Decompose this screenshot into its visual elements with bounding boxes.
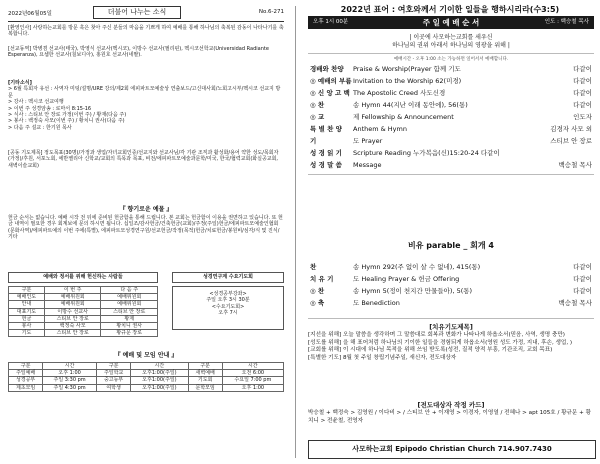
offering-section	[8, 204, 284, 241]
table-row	[9, 377, 284, 384]
order-leader: 스티브 안 장로	[550, 137, 592, 145]
table-header: 구분	[97, 363, 131, 370]
order-label: ◎ 찬	[310, 287, 325, 295]
healing-prayer-list	[308, 332, 594, 362]
order-label: 특 별 찬 양	[310, 125, 342, 133]
divider	[8, 21, 284, 22]
welcome-text: [환영인사] 사랑하는교회를 방문 혹은 찾아 주신 분들의 마음을 기쁘게 하여 예배를 통해 하나님의 축복된 감동이 나타나기를 축복합니다.	[8, 25, 284, 38]
table-cell: 황규문 장로	[101, 330, 158, 337]
table-cell: 제초모임	[9, 384, 43, 391]
order-item	[308, 160, 594, 170]
order-content: 송 Hymn 5(정이 천지간 만물들아), 5(통)	[353, 287, 473, 295]
worship-order-header	[308, 16, 594, 29]
order-content: 제 Fellowship & Announcement	[353, 113, 454, 121]
order-item	[308, 100, 594, 110]
schedule-table	[8, 362, 284, 392]
table-cell: 봉사	[9, 323, 45, 330]
yearly-motto: 2022년 표어 : 여호와께서 기이한 일들을 행하시리라(수3:5)	[340, 5, 560, 14]
table-header: 구분	[9, 363, 43, 370]
worship-order-title: 주 일 예 배 순 서	[422, 18, 480, 27]
order-content: Scripture Reading 누가복음(신)15:20-24 다같이	[353, 149, 500, 157]
order-label: ◎ 축	[310, 299, 325, 307]
news-header: [기타소식]	[8, 80, 32, 86]
order-leader: 김경자 사모 외	[550, 125, 592, 133]
order-content: Anthem & Hymn	[353, 125, 407, 133]
worship-note: 예배시간 - 오후 1:00 소는 가능하면 일어서서 예배합니다.	[393, 57, 509, 62]
bible-line: <성경공부강좌>	[209, 291, 247, 297]
table-header: 다 음 주	[101, 287, 158, 294]
order-leader: 다같이	[573, 263, 592, 271]
church-footer: 사모하는교회 Epipodo Christian Church 714.907.7430	[308, 440, 596, 459]
order-content: Invitation to the Worship 62(미경)	[353, 77, 462, 85]
offering-title: 『 향기로운 예물 』	[119, 206, 173, 213]
common-prayer-text: [공동 기도제목] 정도목표(30명)/가정과 생업/자녀교회인증/선교지와 선교사님/각 기관 조직과 활성화/용어 약한 성도/목회자(가정)/후원, 서포노회, 에반젤리아 신학교/교회의 특목과 목표, 비전/에피파트모예술과문학/미국, 한국/협력교회(화실공교회, 새벽이슬교회)	[8, 150, 279, 169]
table-cell: 중고등부	[97, 377, 131, 384]
table-header: 구분	[188, 363, 222, 370]
news-line: > 6월 특회자 유선 : 사역자 미팅/설명/URE 강의/제2회 에피파트모예술상 연출보드/고신대사회/노회고시부/멕시코 선교지 방문	[8, 86, 281, 99]
table-row	[9, 308, 158, 315]
table-row	[9, 301, 158, 308]
roles-box	[8, 272, 158, 337]
prayer-item: [교회를 위해] 이 시대에 하나님 목적을 위해 쓰임 받도록(성전, 질적 양적 부흥, 기관조직, 교회 목표)	[308, 347, 553, 353]
table-cell: 황치니 권사	[101, 323, 158, 330]
issue-number: No.6-271	[258, 9, 284, 15]
order-content: Message	[353, 161, 382, 169]
mission-section	[8, 46, 284, 59]
order-label: 성 경 말 씀	[310, 161, 342, 169]
prayer-item: [지선을 위해] 오늘 말씀을 생각하며 그 말씀대로 회복과 변화가 나타나게 하옵소서(믿음, 사역, 생명 충만)	[308, 332, 565, 338]
order-item	[308, 148, 594, 158]
table-cell: 예배인도	[9, 294, 45, 301]
table-cell: 이방수 선교사	[44, 308, 101, 315]
news-line: > 다음 주 설교 : 한기원 목사	[8, 124, 72, 131]
schedule-title: 『 예배 및 모임 안내 』	[114, 352, 178, 359]
table-cell: 기도회	[188, 377, 222, 384]
order-content: 도 Healing Prayer & 헌금 Offering	[353, 275, 460, 283]
news-line: > 봉사 : 백정숙 사모(이번 주) / 황치니 권사(다음 주)	[8, 118, 125, 125]
order-label: 찬	[310, 263, 317, 271]
welcome-section	[8, 25, 284, 38]
table-cell: 대표기도	[9, 308, 45, 315]
order-label: ◎ 예배의 부름	[310, 77, 352, 85]
table-cell: 황제	[101, 315, 158, 322]
table-cell: 예배위원회	[101, 294, 158, 301]
divider	[308, 53, 594, 54]
news-title: 더불어 나누는 소식	[93, 6, 181, 19]
order-leader: 다같이	[573, 89, 592, 97]
table-row	[9, 315, 158, 322]
table-header: 시간	[131, 363, 188, 370]
table-cell: 새벽예배	[188, 370, 222, 377]
table-cell: 오전 6:00	[222, 370, 283, 377]
bible-study-content	[172, 286, 284, 330]
divider	[308, 318, 594, 319]
order-content: 도 Prayer	[353, 137, 383, 145]
table-cell: 수요일 7:00 pm	[222, 377, 283, 384]
table-cell: 예배위원회	[101, 301, 158, 308]
order-item	[308, 64, 594, 74]
order-content: Praise & Worship(Prayer 함께 기도	[353, 65, 461, 73]
table-cell: 예배위원회	[44, 301, 101, 308]
table-cell: 오후1:00(주일)	[131, 384, 188, 391]
evangelism-text: 박승철 + 백정숙 > 김영원 / 이다비 > / 스티브 안 + 이재영 > 이경자, 이영열 / 전혜나 > apt 105호 / 황규문 + 황치니 > 전윤철, 전영자	[308, 410, 591, 424]
order-content: 송 Hymn 292(주 없이 살 수 없네), 415(통)	[353, 263, 481, 271]
church-vision	[308, 34, 594, 50]
order-content: The Apostolic Creed 사도신경	[353, 89, 446, 97]
order-leader: 다같이	[573, 287, 592, 295]
table-cell: 백정숙 사모	[44, 323, 101, 330]
bulletin-date: 2022년06월05일	[8, 11, 52, 17]
vision-line: | 이곳에 사모하는교회를 세우신	[409, 34, 493, 41]
order-content: 송 Hymn 44(지난 이래 동안에), 56(통)	[353, 101, 468, 109]
table-cell: 주일예배	[9, 370, 43, 377]
table-cell: 문학모임	[188, 384, 222, 391]
healing-prayer-title: [치유기도제목]	[429, 323, 473, 331]
right-page	[300, 0, 600, 464]
table-cell: 주일 4:30 pm	[43, 384, 97, 391]
order-item	[308, 274, 594, 284]
worship-leader: 인도 : 백승철 목사	[544, 19, 589, 25]
order-leader: 다같이	[573, 101, 592, 109]
order-label: 경배와 찬양	[310, 65, 344, 73]
order-leader: 다같이	[573, 65, 592, 73]
table-cell: 성경공부	[9, 377, 43, 384]
table-header-row	[9, 287, 158, 294]
order-label: 성 경 읽 기	[310, 149, 342, 157]
order-item	[308, 136, 594, 146]
order-leader: 인도자	[573, 113, 592, 121]
order-leader: 다같이	[573, 77, 592, 85]
news-section	[8, 80, 284, 131]
prayer-item: [특별한 기도] 8월 첫 주일 창립기념주일, 새신자, 전도대상자	[308, 354, 457, 361]
table-header-row	[9, 363, 284, 370]
table-cell: 주일학교	[97, 370, 131, 377]
divider	[308, 174, 594, 175]
roles-table	[8, 286, 158, 337]
worship-time: 오후 1시 00분	[313, 19, 349, 25]
page-divider	[295, 6, 296, 458]
table-cell: 스티브 안 장로	[44, 315, 101, 322]
prayer-item: [성도를 위해] 을 해 표어처럼 하나님의 기이한 일들을 경험되게 하옵소서(영원 성도 가정, 지내, 후손, 생업, )	[308, 339, 573, 346]
table-header: 이 번 주	[44, 287, 101, 294]
order-item	[308, 298, 594, 308]
table-cell: 여학생	[97, 384, 131, 391]
table-cell: 스티브 안 장로	[101, 308, 158, 315]
bible-line: 오후 7시	[218, 310, 238, 317]
evangelism-title: [전도대상자 작정 카드]	[417, 401, 485, 409]
bible-study-box	[172, 272, 284, 330]
table-row	[9, 370, 284, 377]
order-item	[308, 112, 594, 122]
order-label: ◎ 신 앙 고 백	[310, 89, 350, 97]
order-leader: 다같이	[573, 275, 592, 283]
common-prayer-section	[8, 150, 284, 169]
news-line: > 식사 : 스티브 안 장로 가정(이번 주) / 황재(다음 주)	[8, 112, 127, 119]
table-cell: 주일 3:30 pm	[43, 377, 97, 384]
order-leader: 백승철 목사	[558, 161, 592, 169]
newsletter-header	[8, 6, 284, 19]
bible-line: <수요기도회>	[211, 303, 245, 310]
table-row	[9, 384, 284, 391]
table-cell: 헌금	[9, 315, 45, 322]
order-item	[308, 262, 594, 272]
table-row	[9, 330, 158, 337]
table-row	[9, 323, 158, 330]
news-line: > 이번 주 성경암송 : 로마서 8:15-16	[8, 105, 92, 112]
table-cell: 오후 1:00	[43, 370, 97, 377]
order-label: ◎ 교	[310, 113, 325, 121]
table-cell: 안내	[9, 301, 45, 308]
table-cell: 오후1:00(주일)	[131, 377, 188, 384]
table-cell: 오후 1:00	[222, 384, 283, 391]
order-item	[308, 76, 594, 86]
vision-line: 하나님의 권위 아래서 하나님의 영광을 위해 |	[392, 42, 510, 49]
table-header: 시간	[222, 363, 283, 370]
offering-text: 헌금 순서는 없습니다. 예배 시작 전 뒤에 준비된 헌금함을 통해 드립니다. 본 교회는 헌금함이 이용을 권면하고 있습니다. 또 헌금 내역이 필요한 경우 회계보에 문의 하시면 됩니다. 십일조/감사헌금/건축헌금(교회)/주정(주일)헌금/에피파트모예술인협회(문화사역)/에피파트예의 이번 주에(특별), 에피파트모성경연구원/선교헌금/작정(목적)헌금/치료헌금/봉원비/심각/식 및 진식/기타	[8, 215, 283, 241]
table-header: 시간	[43, 363, 97, 370]
bible-line: 주일 오후 3시 30분	[206, 297, 250, 304]
order-content: 도 Benediction	[353, 299, 400, 307]
table-cell: 예배위원회	[44, 294, 101, 301]
mission-text: [선교동역] 박병겸 선교사(태국), 박영식 선교사(멕시코), 이방수 선교사(필리핀), 멕시코선학교(Universidad Radiante Esperanza), 요셉한 선교사(칠보디아), 홍원호 선교사(네팔).	[8, 46, 269, 59]
table-cell: 기도	[9, 330, 45, 337]
sermon-title: 비유 parable _ 회개 4	[408, 241, 494, 250]
bible-study-title: 성경연구계 수요기도회	[172, 272, 284, 283]
left-page	[0, 0, 292, 464]
order-leader: 백승철 목사	[558, 299, 592, 307]
order-label: 치 유 기	[310, 275, 334, 283]
order-item	[308, 88, 594, 98]
table-header: 구분	[9, 287, 45, 294]
order-item	[308, 124, 594, 134]
table-cell: 스티브 안 장로	[44, 330, 101, 337]
news-line: > 강사 : 멕시코 선교여행	[8, 99, 64, 106]
order-label: ◎ 찬	[310, 101, 325, 109]
order-label: 기	[310, 137, 317, 145]
order-item	[308, 286, 594, 296]
roles-title: 예배와 정서를 위해 헌신하는 사람들	[8, 272, 158, 283]
table-cell: 오후1:00(주일)	[131, 370, 188, 377]
table-row	[9, 294, 158, 301]
